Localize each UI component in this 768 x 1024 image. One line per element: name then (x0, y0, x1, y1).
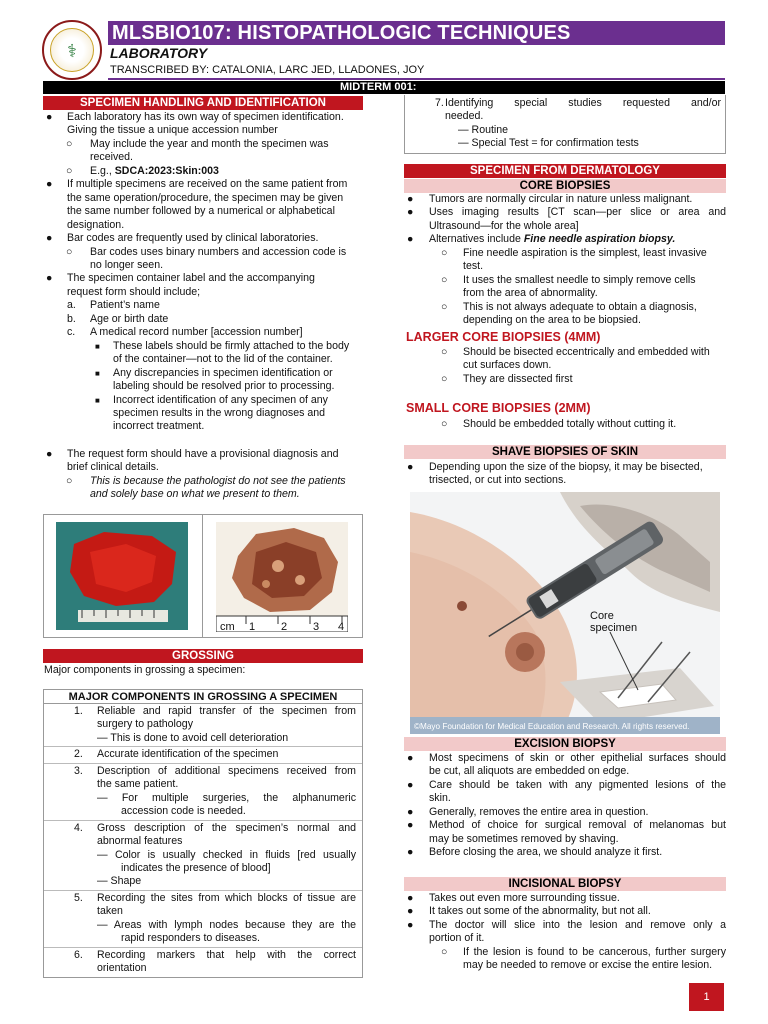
ruler-tick-4: 4 (338, 621, 345, 632)
list-item: ● Care should be taken with any pigmented lesions of the skin. (407, 778, 726, 805)
row-subpoint: — This is done to avoid cell deterioration (97, 731, 289, 744)
row-text: surgery to pathology (97, 718, 193, 731)
section-heading-excision-biopsy: EXCISION BIOPSY (404, 737, 726, 751)
table-row (44, 704, 362, 747)
page-number: 1 (689, 983, 724, 1011)
row-number: 4. (74, 821, 83, 834)
larger-core-body (404, 346, 726, 386)
grossing-intro: Major components in grossing a specimen: (44, 664, 246, 676)
list-item: ○ They are dissected first (441, 372, 573, 385)
circle-bullet-icon: ○ (66, 245, 73, 258)
table-body (44, 704, 362, 977)
row-text: abnormal features (97, 835, 183, 848)
section-heading-dermatology: SPECIMEN FROM DERMATOLOGY (404, 164, 726, 178)
list-item: ● It takes out some of the abnormality, but not all. (407, 905, 651, 918)
row-text: orientation (97, 962, 147, 975)
bullet-icon: ● (407, 206, 414, 219)
bullet-icon: ● (46, 178, 53, 191)
table-row (44, 891, 362, 948)
list-item: ● Method of choice for surgical removal of melanomas but may be sometimes removed by shaving. (407, 819, 726, 845)
bullet-icon: ● (46, 111, 53, 123)
list-item: ● Each laboratory has its own way of specimen identification. Giving the tissue a unique accession number (46, 111, 344, 137)
list-item: ○ E.g., SDCA:2023:Skin:003 (66, 164, 219, 177)
bullet-icon: ● (407, 918, 414, 931)
midterm-bar: MIDTERM 001: (43, 81, 725, 94)
ruler-tick-3: 3 (313, 621, 320, 632)
circle-bullet-icon: ○ (441, 418, 448, 430)
circle-bullet-icon: ○ (441, 945, 448, 958)
circle-bullet-icon: ○ (441, 273, 448, 286)
circle-bullet-icon: ○ (66, 474, 73, 487)
list-item: ● The specimen container label and the accompanying request form should include; (46, 272, 315, 298)
row-subpoint: — Color is usually checked in fluids [red usually (97, 848, 356, 861)
image-credit: ©Mayo Foundation for Medical Education and Research. All rights reserved. (414, 722, 690, 731)
specimen-handling-body (43, 111, 363, 502)
list-item: ○ This is because the pathologist do not see the patients and solely base on what we present to them. (66, 474, 346, 501)
list-item: ■ Incorrect identification of any specimen of any specimen results in the wrong diagnoses and incorrect treatment. (95, 393, 328, 433)
bullet-icon: ● (407, 752, 414, 764)
incisional-biopsy-body (404, 892, 726, 973)
list-item: ○ Should be embedded totally without cutting it. (441, 418, 677, 430)
bullet-icon: ● (407, 461, 414, 473)
list-item: ○ It uses the smallest needle to simply remove cells from the area of abnormality. (441, 273, 696, 300)
list-item: ○ If the lesion is found to be cancerous, further surgery may be needed to remove or excise the entire lesion. (441, 945, 726, 972)
row-text: Reliable and rapid transfer of the specimen from (97, 705, 356, 717)
ruler-cm-label: cm (220, 621, 235, 632)
row-subpoint: rapid responders to diseases. (121, 932, 260, 945)
list-item: ○ Fine needle aspiration is the simplest, least invasive test. (441, 246, 707, 273)
row-text: Description of additional specimens received from (97, 764, 356, 777)
header-divider (108, 78, 725, 80)
core-specimen-label-line2: specimen (590, 622, 638, 634)
transcribed-by: TRANSCRIBED BY: CATALONIA, LARC JED, LLADONES, JOY (110, 64, 425, 76)
bullet-icon: ● (46, 447, 53, 460)
row-number: 1. (74, 705, 83, 717)
row-subpoint: — For multiple surgeries, the alphanumeric (97, 791, 356, 804)
specimen-photo-red-tissue (56, 522, 188, 630)
ruler-tick-2: 2 (281, 621, 288, 632)
core-biopsy-illustration (410, 492, 720, 734)
bullet-icon: ● (46, 272, 53, 285)
section-heading-specimen-handling: SPECIMEN HANDLING AND IDENTIFICATION (43, 96, 363, 110)
ruler-tick-1: 1 (249, 621, 256, 632)
bullet-icon: ● (407, 805, 414, 818)
list-item: ● Generally, removes the entire area in question. (407, 805, 649, 818)
list-item: ■ Any discrepancies in specimen identification or labeling should be resolved prior to processing. (95, 366, 335, 393)
bullet-icon: ● (407, 846, 414, 859)
list-item: b. Age or birth date (67, 312, 169, 325)
section-heading-grossing: GROSSING (43, 649, 363, 663)
list-item: ○ Bar codes uses binary numbers and accession code is no longer seen. (66, 245, 347, 271)
circle-bullet-icon: ○ (66, 137, 73, 150)
bullet-icon: ● (407, 778, 414, 791)
section-heading-incisional-biopsy: INCISIONAL BIOPSY (404, 877, 726, 891)
table-row (44, 821, 362, 891)
row-subpoint: — Shape (97, 875, 142, 888)
seal-emblem-icon: ⚕ (67, 41, 77, 61)
section-heading-shave-biopsies: SHAVE BIOPSIES OF SKIN (404, 445, 726, 459)
specimen-photo-tan-tissue (216, 522, 348, 632)
circle-bullet-icon: ○ (441, 372, 448, 385)
list-item: ● Uses imaging results [CT scan—per slice or area and Ultrasound—for the whole area] (407, 206, 726, 232)
list-item: a. Patient’s name (67, 299, 160, 312)
list-item: ● Before closing the area, we should analyze it first. (407, 846, 663, 859)
specimen-photos (43, 514, 363, 638)
row-number: 2. (74, 748, 83, 761)
page-subtitle: LABORATORY (110, 45, 208, 61)
row-text: the same patient. (97, 778, 179, 791)
bullet-icon: ● (407, 233, 414, 246)
small-core-body (404, 418, 726, 431)
square-bullet-icon: ■ (95, 395, 100, 405)
table-row (44, 764, 362, 821)
row-subpoint: accession code is needed. (121, 805, 246, 818)
core-specimen-label-line1: Core (590, 610, 614, 622)
table-header: MAJOR COMPONENTS IN GROSSING A SPECIMEN (44, 690, 362, 704)
table-row (44, 948, 362, 977)
list-item: ● Takes out even more surrounding tissue. (407, 892, 620, 904)
school-seal-logo (42, 20, 102, 80)
list-item: ● Bar codes are frequently used by clinical laboratories. (46, 232, 319, 245)
row-number: 6. (74, 948, 83, 961)
grossing-table-continued (404, 95, 726, 154)
row-subpoint: indicates the presence of blood] (121, 861, 271, 874)
list-item: ● If multiple specimens are received on the same patient from the same operation/procedure, the specimen may be given the same number followed by a numerical or alphabetical designation. (46, 178, 348, 231)
list-item: ○ May include the year and month the specimen was received. (66, 137, 329, 164)
shave-biopsies-body (404, 461, 726, 488)
section-heading-larger-core: LARGER CORE BIOPSIES (4MM) (406, 330, 601, 344)
bullet-icon: ● (46, 232, 53, 245)
bullet-icon: ● (407, 819, 414, 832)
square-bullet-icon: ■ (95, 368, 100, 378)
photo-divider (202, 515, 203, 637)
list-item: ○ This is not always adequate to obtain a diagnosis, depending on the area to be biopsied. (441, 300, 697, 327)
page-title: MLSBIO107: HISTOPATHOLOGIC TECHNIQUES (108, 21, 725, 45)
list-item: c. A medical record number [accession number] (67, 326, 303, 339)
core-biopsies-body (404, 193, 726, 328)
list-item: ● The request form should have a provisional diagnosis and brief clinical details. (46, 447, 339, 474)
grossing-table (43, 689, 363, 978)
circle-bullet-icon: ○ (66, 164, 73, 177)
row-subpoint: — Areas with lymph nodes because they are the (97, 918, 356, 931)
circle-bullet-icon: ○ (441, 246, 448, 259)
bullet-icon: ● (407, 193, 414, 205)
row-text: Accurate identification of the specimen (97, 748, 279, 761)
section-heading-small-core: SMALL CORE BIOPSIES (2MM) (406, 401, 591, 415)
row-text: Recording markers that help with the correct (97, 948, 356, 961)
row-text: Gross description of the specimen’s normal and (97, 821, 356, 834)
list-item: ● Alternatives include Fine needle aspiration biopsy. (407, 233, 676, 246)
section-heading-core-biopsies: CORE BIOPSIES (404, 179, 726, 193)
row-text: Recording the sites from which blocks of tissue are (97, 891, 356, 904)
row-number: 5. (74, 891, 83, 904)
list-item: ■ These labels should be firmly attached to the body of the container—not to the lid of the container. (95, 339, 350, 366)
row-number: 3. (74, 764, 83, 777)
square-bullet-icon: ■ (95, 341, 100, 351)
list-item: ● Tumors are normally circular in nature unless malignant. (407, 193, 693, 205)
table-row (44, 747, 362, 763)
list-item: ● The doctor will slice into the lesion and remove only a portion of it. (407, 918, 726, 945)
list-item: ○ Should be bisected eccentrically and embedded with cut surfaces down. (441, 346, 710, 372)
row-text: taken (97, 905, 123, 918)
bullet-icon: ● (407, 905, 414, 918)
list-item: ● Depending upon the size of the biopsy, it may be bisected, trisected, or cut into sections. (407, 461, 703, 487)
circle-bullet-icon: ○ (441, 300, 448, 313)
circle-bullet-icon: ○ (441, 346, 448, 358)
list-item: ● Most specimens of skin or other epithelial surfaces should be cut, all aliquots are embedded on edge. (407, 752, 726, 778)
table-row: 7. Identifying special studies requested and/or needed. — Routine — Special Test = for confirmation tests (435, 97, 721, 150)
bullet-icon: ● (407, 892, 414, 904)
excision-biopsy-body (404, 752, 726, 860)
